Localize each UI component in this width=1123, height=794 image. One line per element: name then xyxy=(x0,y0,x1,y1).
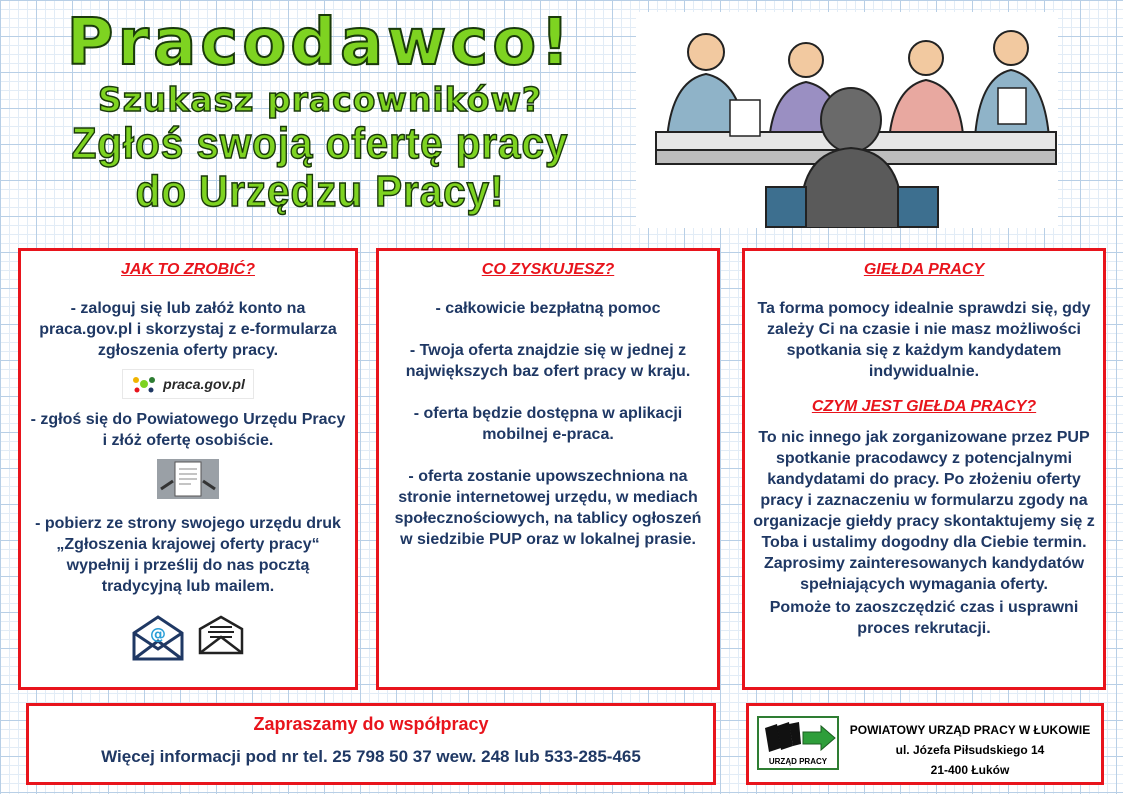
letter-icon xyxy=(198,615,244,655)
office-address xyxy=(845,720,1095,780)
footer-invite: Zapraszamy do współpracy xyxy=(253,714,489,734)
pup-logo xyxy=(757,716,839,770)
how-item-online: - zaloguj się lub załóż konto na praca.gov.pl i skorzystaj z e-formularza zgłoszenia oferty pracy. xyxy=(39,300,337,359)
gain-item-free: - całkowicie bezpłatną pomoc xyxy=(435,300,661,317)
praca-gov-icon xyxy=(131,374,157,394)
fair-body: To nic innego jak zorganizowane przez PUP spotkanie pracodawcy z potencjalnymi kandydatami do pracy. Po złożeniu oferty pracy i zaznaczeniu w formularzu zgody na organizacje giełdy pracy skontaktujemy się z Toba i ustalimy dogodny dla Ciebie termin. Zaprosimy zainteresowanych kandydatów spełniających wymagania oferty. xyxy=(753,429,1095,593)
fair-question-title: CZYM JEST GIEŁDA PRACY? xyxy=(811,398,1037,415)
panel-job-fair xyxy=(742,248,1106,690)
email-icon xyxy=(132,615,184,661)
gain-item-app: - oferta będzie dostępna w aplikacji mobilnej e-praca. xyxy=(413,405,683,443)
office-street: ul. Józefa Piłsudskiego 14 xyxy=(895,743,1045,757)
headline-line-1: Zgłoś swoją ofertę pracy xyxy=(71,119,569,168)
how-item-mail: - pobierz ze strony swojego urzędu druk „Zgłoszenia krajowej oferty pracy“ wypełnij i prześlij do nas pocztą tradycyjną lub mailem. xyxy=(35,515,341,595)
office-city: 21-400 Łuków xyxy=(930,763,1010,777)
pup-logo-icon xyxy=(759,718,837,758)
panel-benefits xyxy=(376,248,720,690)
footer-phone-info: Więcej informacji pod nr tel. 25 798 50 37 wew. 248 lub 533-285-465 xyxy=(101,747,641,766)
document-signing-icon xyxy=(157,459,219,499)
panel-gain-title: CO ZYSKUJESZ? xyxy=(481,261,615,278)
praca-gov-logo-text: praca.gov.pl xyxy=(163,375,245,392)
headline-title: Pracodawco! xyxy=(66,6,574,80)
svg-text:@: @ xyxy=(150,624,166,643)
headline-line-2: do Urzędzu Pracy! xyxy=(135,167,505,216)
how-item-office: - zgłoś się do Powiatowego Urzędu Pracy i złóż ofertę osobiście. xyxy=(30,411,346,449)
fair-closing: Pomoże to zaoszczędzić czas i usprawni proces rekrutacji. xyxy=(769,599,1079,637)
praca-gov-logo xyxy=(122,369,254,399)
fair-intro: Ta forma pomocy idealnie sprawdzi się, gdy zależy Ci na czasie i nie masz możliwości spotkania się z każdym kandydatem indywidualnie. xyxy=(757,300,1091,380)
panel-how-to xyxy=(18,248,358,690)
mail-icons xyxy=(29,615,347,661)
footer-contact-box xyxy=(26,703,716,785)
gain-item-promotion: - oferta zostanie upowszechniona na stronie internetowej urzędu, w mediach społecznościowych, na tablicy ogłoszeń w siedzibie PUP oraz w lokalnej prasie. xyxy=(394,468,702,548)
headline-subtitle: Szukasz pracowników? xyxy=(97,80,543,119)
pup-logo-label: URZĄD PRACY xyxy=(768,757,828,766)
panel-how-title: JAK TO ZROBIĆ? xyxy=(121,261,255,278)
panel-fair-title: GIEŁDA PRACY xyxy=(863,261,985,278)
gain-item-database: - Twoja oferta znajdzie się w jednej z największych baz ofert pracy w kraju. xyxy=(405,342,691,380)
office-name: POWIATOWY URZĄD PRACY W ŁUKOWIE xyxy=(849,723,1091,737)
meeting-illustration xyxy=(636,12,1058,228)
headline-call-to-action xyxy=(26,120,615,216)
footer-office-box xyxy=(746,703,1104,785)
